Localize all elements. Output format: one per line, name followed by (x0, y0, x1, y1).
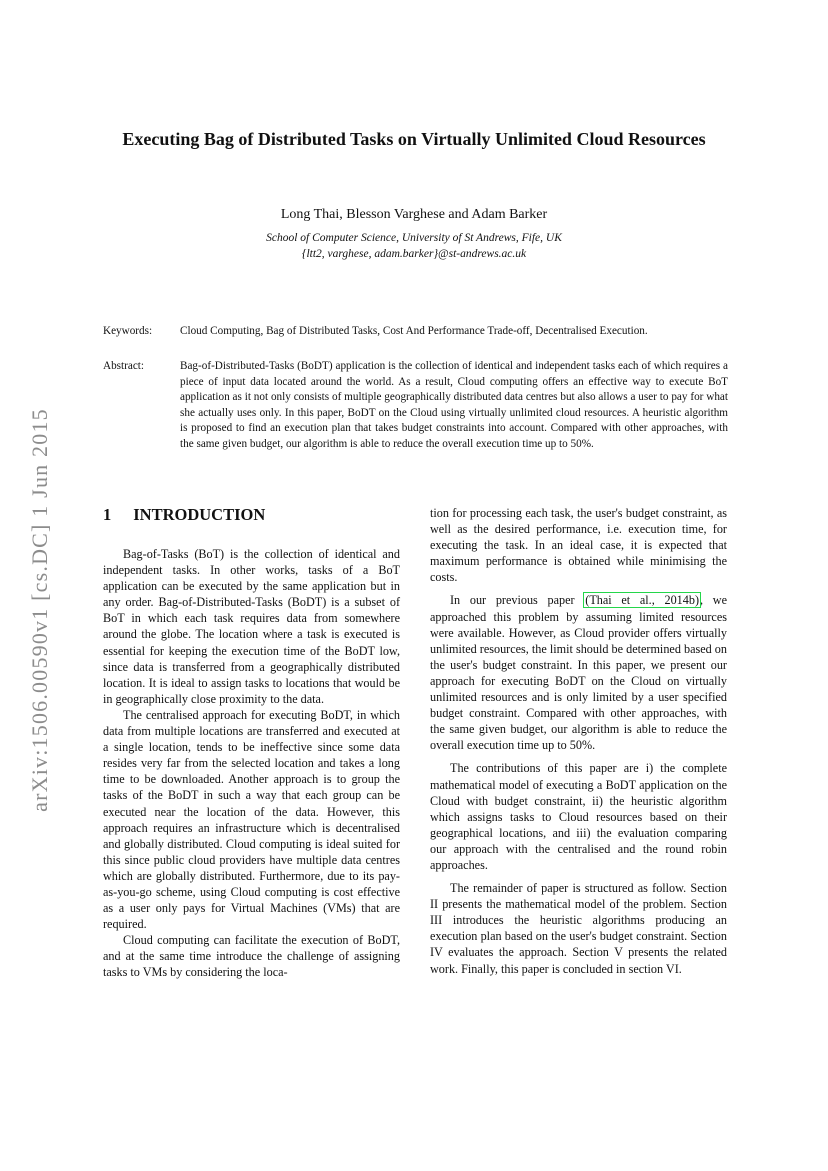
section-number: 1 (103, 505, 112, 524)
abstract-label: Abstract: (103, 360, 145, 372)
keywords-row (103, 324, 728, 340)
affiliation: School of Computer Science, University of St Andrews, Fife, UK (266, 232, 562, 244)
paragraph: The centralised approach for executing BoDT, in which data from multiple locations are transferred and executed at a single location, tends to be ineffective since some data resides very far from the selected location and takes a long time to be downloaded. Another approach is to group the tasks of the BoDT in such a way that each group can be executed near the location of the data. However, this approach requires an infrastructure which is decentralised and globally distributed. Cloud computing is ideal suited for this since public cloud providers have multiple data centres which are globally distributed. Furthermore, due to its pay-as-you-go scheme, using Cloud computing is cost effective as a user only pays for Virtual Machines (VMs) that are required. (103, 707, 400, 932)
section-title: INTRODUCTION (133, 505, 266, 524)
abstract-text: Bag-of-Distributed-Tasks (BoDT) application is the collection of identical and independent tasks each of which requires a piece of input data located around the world. As a result, Cloud computing offers an effective way to execute BoT application as it not only consists of multiple geographically distributed data centres but also allows a user to pay for what she actually uses only. In this paper, BoDT on the Cloud using virtually unlimited cloud resources. A heuristic algorithm is proposed to find an execution plan that takes budget constraints into account. Compared with other approaches, with the same given budget, our algorithm is able to reduce the overall execution time up to 50%. (180, 360, 728, 450)
paragraph-text: In our previous paper (450, 593, 585, 608)
right-column (430, 505, 727, 1025)
section-heading (103, 505, 400, 525)
author-list: Long Thai, Blesson Varghese and Adam Barker (280, 207, 548, 222)
paragraph: Bag-of-Tasks (BoT) is the collection of identical and independent tasks. In other works, tasks of a BoT application can be executed by the same application but in any order. Bag-of-Distributed-Tasks (BoDT) is a subset of BoT in which each task requires data from somewhere around the globe. The location where a task is executed is essential for keeping the execution time of the BoDT low, since data is transferred from a geographically distributed location. It is ideal to assign tasks to locations that would be in geographically close proximity to the data. (103, 547, 400, 706)
keywords-label: Keywords: (103, 325, 153, 337)
author-emails: {ltt2, varghese, adam.barker}@st-andrews.ac.uk (301, 248, 527, 260)
paragraph-continuation: tion for processing each task, the user's budget constraint, as well as the desired performance, i.e. execution time, for executing the task. In an ideal case, it is expected that maximum performance is obtained while minimising the costs. (430, 506, 727, 585)
paragraph (430, 592, 727, 753)
paragraph: Cloud computing can facilitate the execution of BoDT, and at the same time introduce the challenge of assigning tasks to VMs by considering the loca- (103, 933, 400, 980)
arxiv-stamp (16, 370, 64, 850)
abstract-row (103, 359, 728, 469)
paragraph: The remainder of paper is structured as follow. Section II presents the mathematical model of the problem. Section III introduces the heuristic algorithms producing an execution plan based on the user's budget constraint. Section IV evaluates the approach. Section V presents the related work. Finally, this paper is concluded in section VI. (430, 881, 727, 976)
citation-link[interactable]: (Thai et al., 2014b) (585, 593, 700, 608)
paper-title: Executing Bag of Distributed Tasks on Virtually Unlimited Cloud Resources (122, 129, 706, 149)
paragraph: The contributions of this paper are i) the complete mathematical model of executing a BoDT application on the Cloud with budget constraint, ii) the heuristic algorithm which assigns tasks to Cloud resources based on their geographical locations, and iii) the evaluation comparing our approach with the centralised and the round robin approaches. (430, 761, 727, 872)
keywords-text: Cloud Computing, Bag of Distributed Tasks, Cost And Performance Trade-off, Decentralised Execution. (180, 325, 648, 337)
left-column (103, 505, 400, 1025)
affiliation-block (100, 230, 728, 262)
paragraph-text: , we approached this problem by assuming limited resources were available. However, as Cloud provider offers virtually unlimited resources, the limit should be determined based on the user's budget constraint. In this paper, we present our approach for executing BoDT on the Cloud on virtually unlimited resources and is only limited by a user specified budget constraint. Compared with other approaches, with the same given budget, our algorithm is able to reduce the overall execution time up to 50%. (430, 593, 727, 753)
arxiv-identifier: arXiv:1506.00590v1 [cs.DC] 1 Jun 2015 (27, 408, 52, 812)
